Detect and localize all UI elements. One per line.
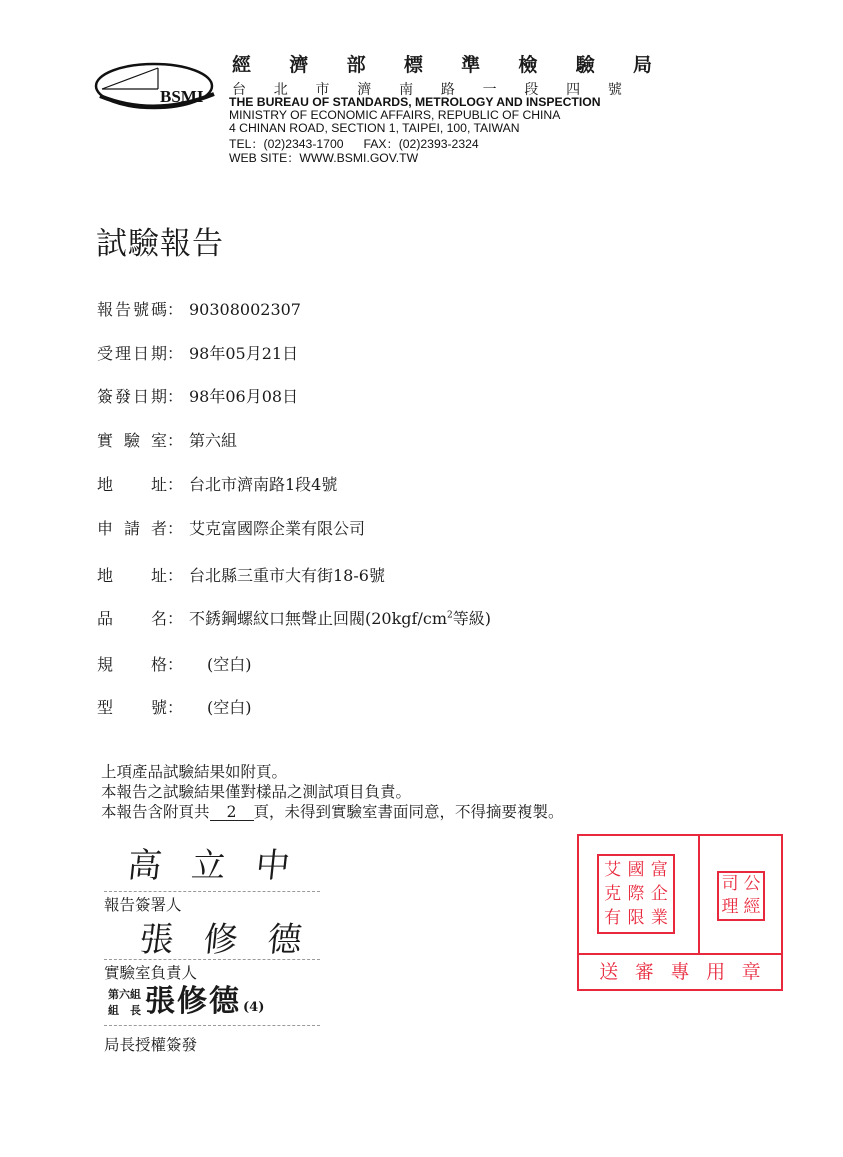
contact-phone-fax (229, 138, 479, 151)
signature-report-signer: 高立中 (125, 846, 322, 886)
field-value: 台北市濟南路1段4號 (189, 475, 338, 494)
field-applicant-address: 地 址 ： 台北縣三重市大有街18-6號 (97, 563, 385, 586)
signature-line (104, 891, 320, 892)
field-value: 90308002307 (189, 300, 301, 319)
logo-text: BSMI (160, 87, 204, 106)
document-title: 試驗報告 (96, 226, 224, 262)
signature-lab-manager: 張修德 (137, 920, 334, 960)
field-value: (空白) (207, 655, 252, 674)
signer-role-label: 報告簽署人 (104, 896, 182, 914)
agency-name-cn: 經 濟 部 標 準 檢 驗 局 (232, 54, 652, 76)
director-signature-stamp: 第六組 組 長 張修德 (4) (108, 984, 265, 1019)
field-value: 98年05月21日 (189, 344, 299, 363)
field-label: 地 址 (97, 475, 167, 494)
field-applicant: 申 請 者 ： 艾克富國際企業有限公司 (97, 516, 365, 539)
ministry-name-en: MINISTRY OF ECONOMIC AFFAIRS, REPUBLIC OF CHINA (229, 108, 561, 122)
note-line-1: 上項產品試驗結果如附頁。 (101, 763, 288, 781)
stamp-divider-vertical (698, 836, 700, 954)
note-line-3: 本報告含附頁共 2 頁，未得到實驗室書面同意，不得摘要複製。 (101, 803, 564, 821)
field-label: 受 理 日 期 (97, 344, 167, 363)
website: WEB SITE：WWW.BSMI.GOV.TW (229, 151, 419, 165)
lab-manager-role-label: 實驗室負責人 (104, 964, 198, 982)
field-value: (空白) (207, 698, 252, 717)
field-specification: 規 格 ： (空白) (97, 652, 252, 675)
stamp-divider-horizontal (579, 953, 781, 955)
field-value: 艾克富國際企業有限公司 (189, 519, 366, 538)
agency-address-en: 4 CHINAN ROAD, SECTION 1, TAIPEI, 100, TAIWAN (229, 121, 520, 135)
field-product-name: 品 名 ： 不銹鋼螺紋口無聲止回閥($20kgf/cm^2$等級) (97, 606, 491, 629)
field-value: 台北縣三重市大有街18-6號 (189, 566, 385, 585)
field-label: 簽 發 日 期 (97, 387, 167, 406)
field-label: 實 驗 室 (97, 431, 167, 450)
field-issue-date: 簽 發 日 期 ： 98年06月08日 (97, 384, 298, 407)
field-lab-address: 地 址 ： 台北市濟南路1段4號 (97, 472, 337, 495)
tel: TEL：(02)2343-1700 (229, 137, 344, 151)
field-value: 第六組 (189, 431, 238, 450)
company-seal: 艾 國 富 克 際 企 有 限 業 (597, 854, 675, 934)
director-authorization-label: 局長授權簽發 (104, 1036, 198, 1054)
field-label: 申 請 者 (97, 519, 167, 538)
agency-name-en: THE BUREAU OF STANDARDS, METROLOGY AND INSPECTION (229, 95, 601, 109)
field-received-date: 受 理 日 期 ： 98年05月21日 (97, 341, 298, 364)
note-line-2: 本報告之試驗結果僅對樣品之測試項目負責。 (101, 783, 412, 801)
field-label: 地 址 (97, 566, 167, 585)
bsmi-logo (92, 56, 222, 116)
field-label: 規 格 (97, 655, 167, 674)
field-laboratory: 實 驗 室 ： 第六組 (97, 428, 237, 451)
field-label: 報 告 號 碼 (97, 300, 167, 319)
personal-seal: 司 公 理 經 (717, 871, 765, 921)
field-value: 不銹鋼螺紋口無聲止回閥($20kgf/cm^2$等級) (189, 609, 491, 628)
field-report-number: 報 告 號 碼 ： 90308002307 (97, 297, 301, 320)
agency-address-cn: 台 北 市 濟 南 路 一 段 四 號 (232, 82, 622, 98)
fax: FAX：(02)2393-2324 (363, 137, 479, 151)
page-count: 2 (210, 804, 254, 821)
signature-line (104, 959, 320, 960)
signature-line (104, 1025, 320, 1026)
report-notes (101, 762, 564, 822)
stamp-caption: 送 審 專 用 章 (599, 961, 761, 983)
field-model: 型 號 ： (空白) (97, 695, 252, 718)
field-label: 型 號 (97, 698, 167, 717)
submission-stamp-box (577, 834, 783, 991)
field-label: 品 名 (97, 609, 167, 628)
field-value: 98年06月08日 (189, 387, 299, 406)
